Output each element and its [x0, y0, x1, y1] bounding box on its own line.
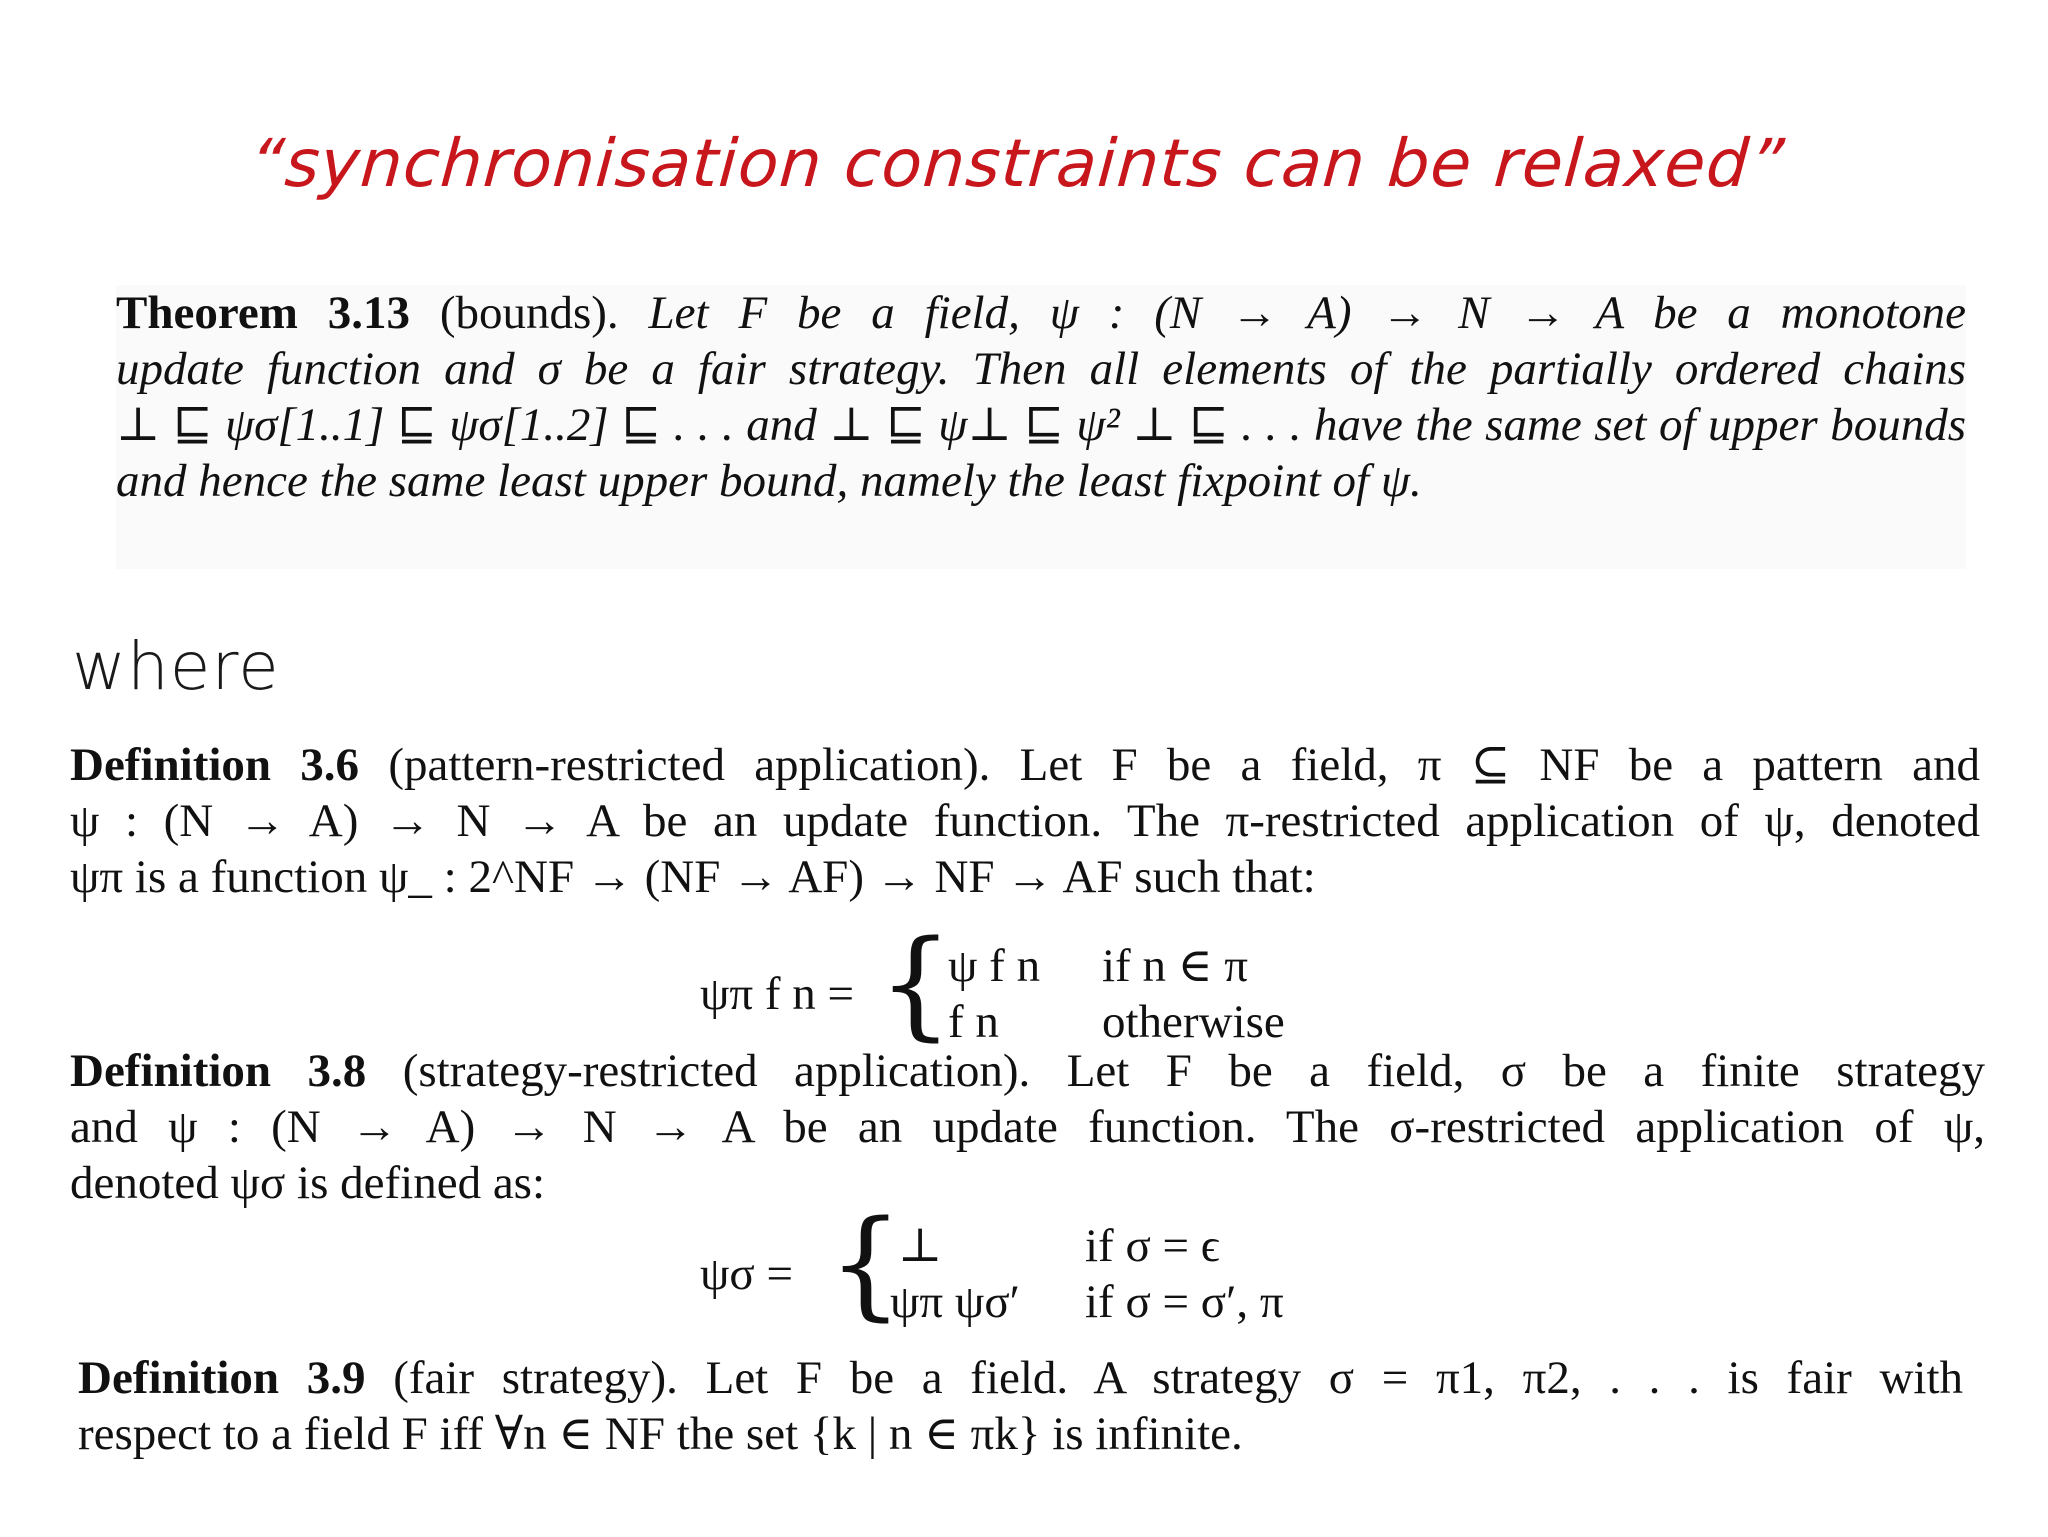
def38-text-1: Let F be a field, σ be a finite strategy	[1066, 1045, 1986, 1097]
def38-line-3: denoted ψσ is defined as:	[70, 1157, 546, 1209]
theorem-text-1: Let F be a field, ψ : (N → A) → N → A be a monotone	[648, 287, 1967, 339]
def38-heading: Definition 3.8	[70, 1045, 367, 1097]
eq1-case2-expr: f n	[948, 996, 999, 1048]
def36-text-1: Let F be a field, π ⊆ NF be a pattern and	[1019, 739, 1981, 791]
eq1-case1-expr: ψ f n	[948, 940, 1041, 992]
def39-line-2: respect to a field F iff ∀n ∈ NF the set {k | n ∈ πk} is infinite.	[78, 1408, 1243, 1460]
definition-3-8	[70, 1043, 1985, 1211]
handwritten-where: where	[72, 628, 280, 705]
def39-line-1	[78, 1350, 1963, 1406]
def39-paren: (fair strategy).	[393, 1352, 678, 1404]
eq2-lhs: ψσ =	[700, 1248, 794, 1300]
theorem-paren: (bounds).	[439, 287, 619, 339]
theorem-line-2: update function and σ be a fair strategy. Then all elements of the partially ordered chains	[116, 343, 1966, 395]
definition-3-6	[70, 737, 1980, 905]
eq2-case2-cond: if σ = σ′, π	[1085, 1276, 1284, 1328]
def36-line-2: ψ : (N → A) → N → A be an update function. The π-restricted application of ψ, denoted	[70, 795, 1980, 847]
definition-3-9	[78, 1350, 1963, 1462]
eq2-case1-cond: if σ = ϵ	[1085, 1220, 1220, 1272]
def36-heading: Definition 3.6	[70, 739, 360, 791]
def38-equation	[700, 1194, 1350, 1342]
theorem-line-1	[116, 285, 1966, 341]
def39-heading: Definition 3.9	[78, 1352, 366, 1404]
theorem-line-4: and hence the same least upper bound, namely the least fixpoint of ψ.	[116, 455, 1422, 507]
theorem-line-3: ⊥ ⊑ ψσ[1..1] ⊑ ψσ[1..2] ⊑ . . . and ⊥ ⊑ ψ⊥ ⊑ ψ² ⊥ ⊑ . . . have the same set of upper bounds	[116, 399, 1966, 451]
eq1-lhs: ψπ f n =	[700, 968, 855, 1020]
handwritten-headline: “synchronisation constraints can be relaxed”	[247, 125, 1788, 202]
theorem-3-13	[116, 285, 1966, 569]
def36-paren: (pattern-restricted application).	[388, 739, 991, 791]
eq1-brace: {	[878, 914, 954, 1052]
def38-line-1	[70, 1043, 1985, 1099]
eq1-case1-cond: if n ∈ π	[1102, 940, 1248, 992]
eq2-case2-expr: ψπ ψσ′	[890, 1276, 1020, 1328]
def38-paren: (strategy-restricted application).	[402, 1045, 1031, 1097]
eq2-brace: {	[828, 1194, 904, 1332]
eq1-case2-cond: otherwise	[1102, 996, 1285, 1048]
theorem-heading: Theorem 3.13	[116, 287, 410, 339]
def36-line-1	[70, 737, 1980, 793]
def39-text-1: Let F be a field. A strategy σ = π1, π2, . . . is fair with	[705, 1352, 1964, 1404]
eq2-case1-expr: ⊥	[898, 1220, 943, 1272]
def38-line-2: and ψ : (N → A) → N → A be an update function. The σ-restricted application of ψ,	[70, 1101, 1985, 1153]
def36-line-3: ψπ is a function ψ_ : 2^NF → (NF → AF) → NF → AF such that:	[70, 851, 1316, 903]
